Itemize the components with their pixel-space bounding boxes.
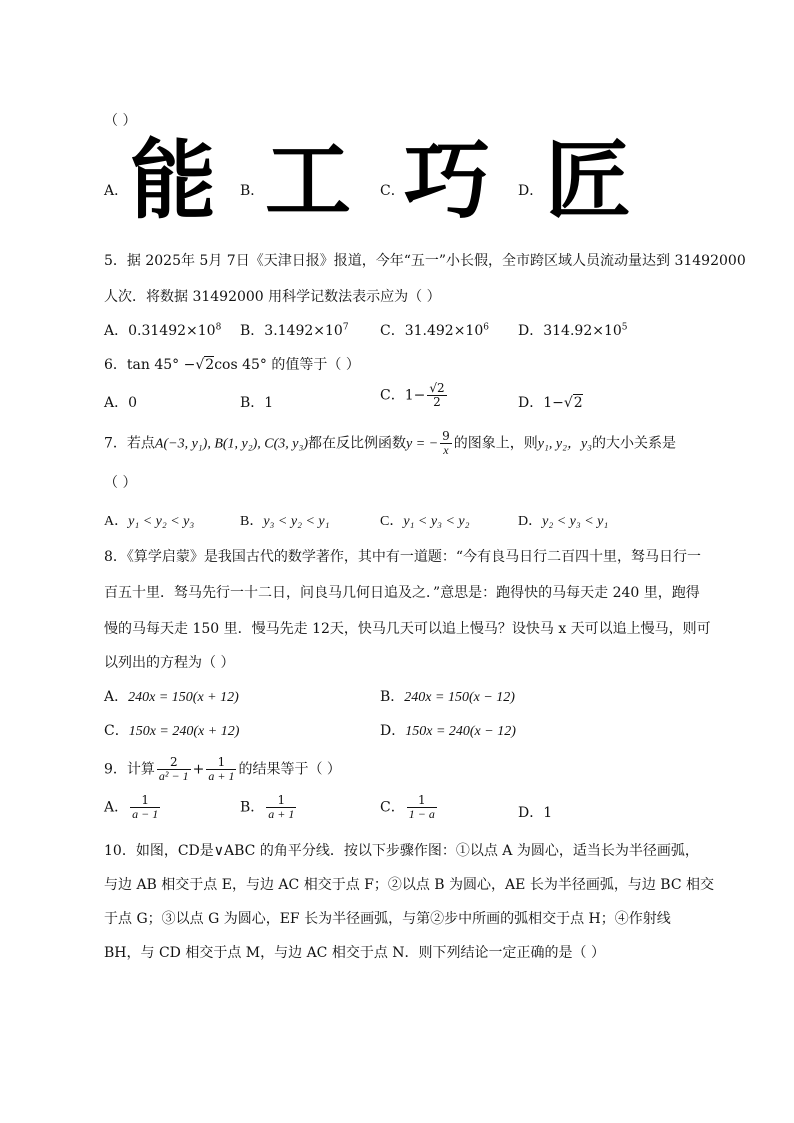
q5-option-c: C．$31.492\times 10^6$ [380, 322, 489, 339]
q4-option-c-label: C． [380, 183, 405, 199]
q6-option-a: A．0 [104, 395, 138, 411]
q7-option-d: D．y₂ < y₃ < y₁ [518, 514, 609, 529]
q7-function-fraction: $\frac{9}{x}$ [442, 429, 450, 458]
q4-option-d-label: D． [518, 183, 544, 199]
q8-stem-line2: 百五十里．驽马先行一十二日，问良马几何日追及之．”意思是：跑得快的马每天走 240 里，跑得 [104, 585, 700, 601]
q5-stem-line2: 人次．将数据 31492000 用科学记数法表示应为（ ） [104, 289, 441, 305]
q10-stem-line4: BH，与 CD 相交于点 M，与边 AC 相交于点 N．则下列结论一定正确的是（ ） [104, 945, 605, 961]
q9-option-d: D．1 [518, 805, 553, 821]
q9-stem: 9．计算 $\frac{2}{\text{a² − 1}}$ + $\frac{1}{a + 1}$ 的结果等于（ ） [104, 755, 341, 784]
q9-option-c: C． $\frac{1}{1 - a}$ [380, 793, 435, 822]
q6-option-c-fraction: $\frac{√2}{2}$ [429, 381, 445, 410]
q10-stem-line1: 10．如图，CD是∨ABC 的角平分线．按以下步骤作图：①以点 A 为圆心，适当长为半径画弧， [104, 843, 699, 859]
q10-stem-line3: 于点 G；③以点 G 为圆心，EF 长为半径画弧，与第②步中所画的弧相交于点 H；④作射线 [104, 911, 671, 927]
q6-option-b: B．1 [240, 395, 274, 411]
q5-option-d: D．$314.92\times 10^5$ [518, 322, 628, 339]
q5-stem-line1: 5．据 2025年 5月 7日《天津日报》报道，今年“五一”小长假，全市跨区域人员流动量达到 31492000 [104, 253, 746, 269]
q6-stem: 6．tan 45° −√2cos 45° 的值等于（ ） [104, 357, 360, 373]
q7-stem-line2: （ ） [104, 475, 137, 491]
q9-fraction-2: $\frac{1}{a + 1}$ [208, 755, 235, 784]
q8-option-b: B．240x = 150(x − 12) [380, 689, 515, 705]
q5-option-a: A．$0.31492\times 10^8$ [104, 322, 222, 339]
q9-option-a: A． $\frac{1}{a - 1}$ [104, 793, 159, 822]
q5-option-b: B．$3.1492\times 10^7$ [240, 322, 349, 339]
q8-option-c: C．150x = 240(x + 12) [104, 723, 240, 739]
q9-fraction-1: $\frac{2}{\text{a² − 1}}$ [158, 755, 189, 784]
q4-paren: （ ） [104, 113, 137, 129]
q4-option-a-glyph: 能 [130, 131, 216, 231]
q4-option-b-glyph: 工 [265, 131, 351, 231]
q8-option-d: D．150x = 240(x − 12) [380, 723, 516, 739]
q4-option-d-glyph: 匠 [545, 131, 631, 231]
q6-option-d: D．1−√2 [518, 395, 583, 411]
q7-option-a: A．y₁ < y₂ < y₃ [104, 514, 195, 529]
q4-option-b-label: B． [240, 183, 265, 199]
q7-option-b: B．y₃ < y₂ < y₁ [240, 514, 330, 529]
q4-option-c-glyph: 巧 [404, 131, 490, 231]
q8-option-a: A．240x = 150(x + 12) [104, 689, 239, 705]
q7-option-c: C．y₁ < y₃ < y₂ [380, 514, 470, 529]
q8-stem-line3: 慢的马每天走 150 里．慢马先走 12天，快马几天可以追上慢马？设快马 x 天可以追上慢马，则可 [104, 621, 711, 637]
q4-option-a-label: A． [104, 183, 129, 199]
q8-stem-line4: 以列出的方程为（ ） [104, 655, 235, 671]
q7-stem-line1: 7．若点A(−3, y₁), B(1, y₂), C(3, y₃)都在反比例函数y = − $\frac{9}{x}$ 的图象上，则y₁, y₂，y₃的大小关系是 [104, 429, 677, 458]
q9-option-b: B． $\frac{1}{a + 1}$ [240, 793, 295, 822]
q6-option-c: C．1− $\frac{√2}{2}$ [380, 381, 445, 410]
q10-stem-line2: 与边 AB 相交于点 E，与边 AC 相交于点 F；②以点 B 为圆心，AE 长为半径画弧，与边 BC 相交 [104, 877, 714, 893]
q8-stem-line1: 8．《算学启蒙》是我国古代的数学著作，其中有一道题：“今有良马日行二百四十里，驽马日行一 [104, 549, 702, 565]
